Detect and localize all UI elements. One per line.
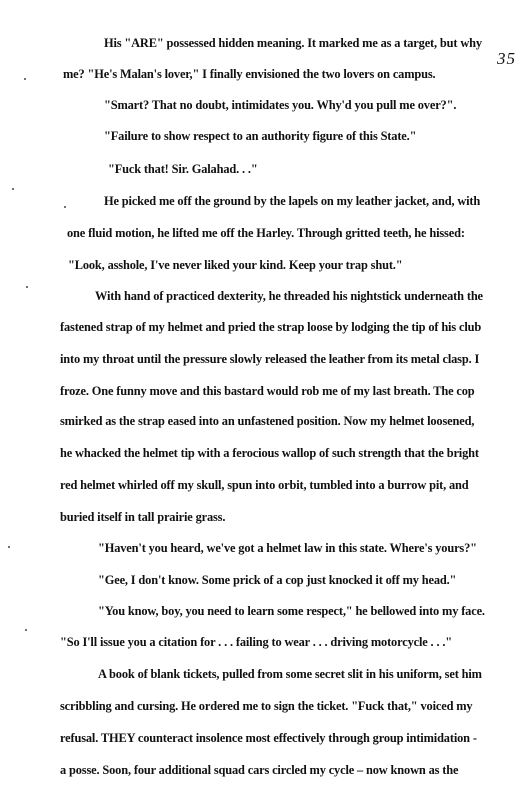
scan-speck	[8, 546, 10, 548]
scan-speck	[24, 78, 26, 80]
page-number: 35	[497, 49, 516, 68]
text-line: "Look, asshole, I've never liked your kind. Keep your trap shut."	[68, 258, 403, 272]
text-line: "So I'll issue you a citation for . . . failing to wear . . . driving motorcycle . . ."	[60, 635, 453, 649]
text-line: a posse. Soon, four additional squad cars circled my cycle – now known as the	[60, 763, 459, 777]
text-line: "Failure to show respect to an authority figure of this State."	[104, 129, 417, 143]
text-line: With hand of practiced dexterity, he threaded his nightstick underneath the	[95, 289, 483, 303]
scan-speck	[25, 629, 27, 631]
text-line: A book of blank tickets, pulled from some secret slit in his uniform, set him	[98, 667, 482, 681]
text-line: "Gee, I don't know. Some prick of a cop just knocked it off my head."	[98, 573, 457, 587]
text-line: me? "He's Malan's lover," I finally envisioned the two lovers on campus.	[63, 67, 436, 81]
scan-speck	[26, 286, 28, 288]
text-line: he whacked the helmet tip with a ferocious wallop of such strength that the bright	[60, 446, 479, 460]
text-line: fastened strap of my helmet and pried the strap loose by lodging the tip of his club	[60, 320, 482, 334]
text-line: refusal. THEY counteract insolence most effectively through group intimidation -	[60, 731, 477, 745]
scan-speck	[12, 188, 14, 190]
text-line: "You know, boy, you need to learn some respect," he bellowed into my face.	[98, 604, 485, 618]
scan-speck	[64, 206, 66, 208]
text-line: smirked as the strap eased into an unfastened position. Now my helmet loosened,	[60, 414, 475, 428]
text-line: into my throat until the pressure slowly released the leather from its metal clasp. I	[60, 352, 480, 366]
text-line: one fluid motion, he lifted me off the Harley. Through gritted teeth, he hissed:	[67, 226, 465, 240]
text-line: "Fuck that! Sir. Galahad. . ."	[108, 162, 258, 176]
text-line: "Haven't you heard, we've got a helmet law in this state. Where's yours?"	[98, 541, 477, 555]
text-line: froze. One funny move and this bastard would rob me of my last breath. The cop	[60, 384, 475, 398]
text-line: buried itself in tall prairie grass.	[60, 510, 226, 524]
text-line: His "ARE" possessed hidden meaning. It marked me as a target, but why	[104, 36, 482, 50]
text-line: He picked me off the ground by the lapels on my leather jacket, and, with	[104, 194, 481, 208]
text-line: scribbling and cursing. He ordered me to sign the ticket. "Fuck that," voiced my	[60, 699, 473, 713]
text-line: "Smart? That no doubt, intimidates you. Why'd you pull me over?".	[104, 98, 457, 112]
text-line: red helmet whirled off my skull, spun into orbit, tumbled into a burrow pit, and	[60, 478, 469, 492]
